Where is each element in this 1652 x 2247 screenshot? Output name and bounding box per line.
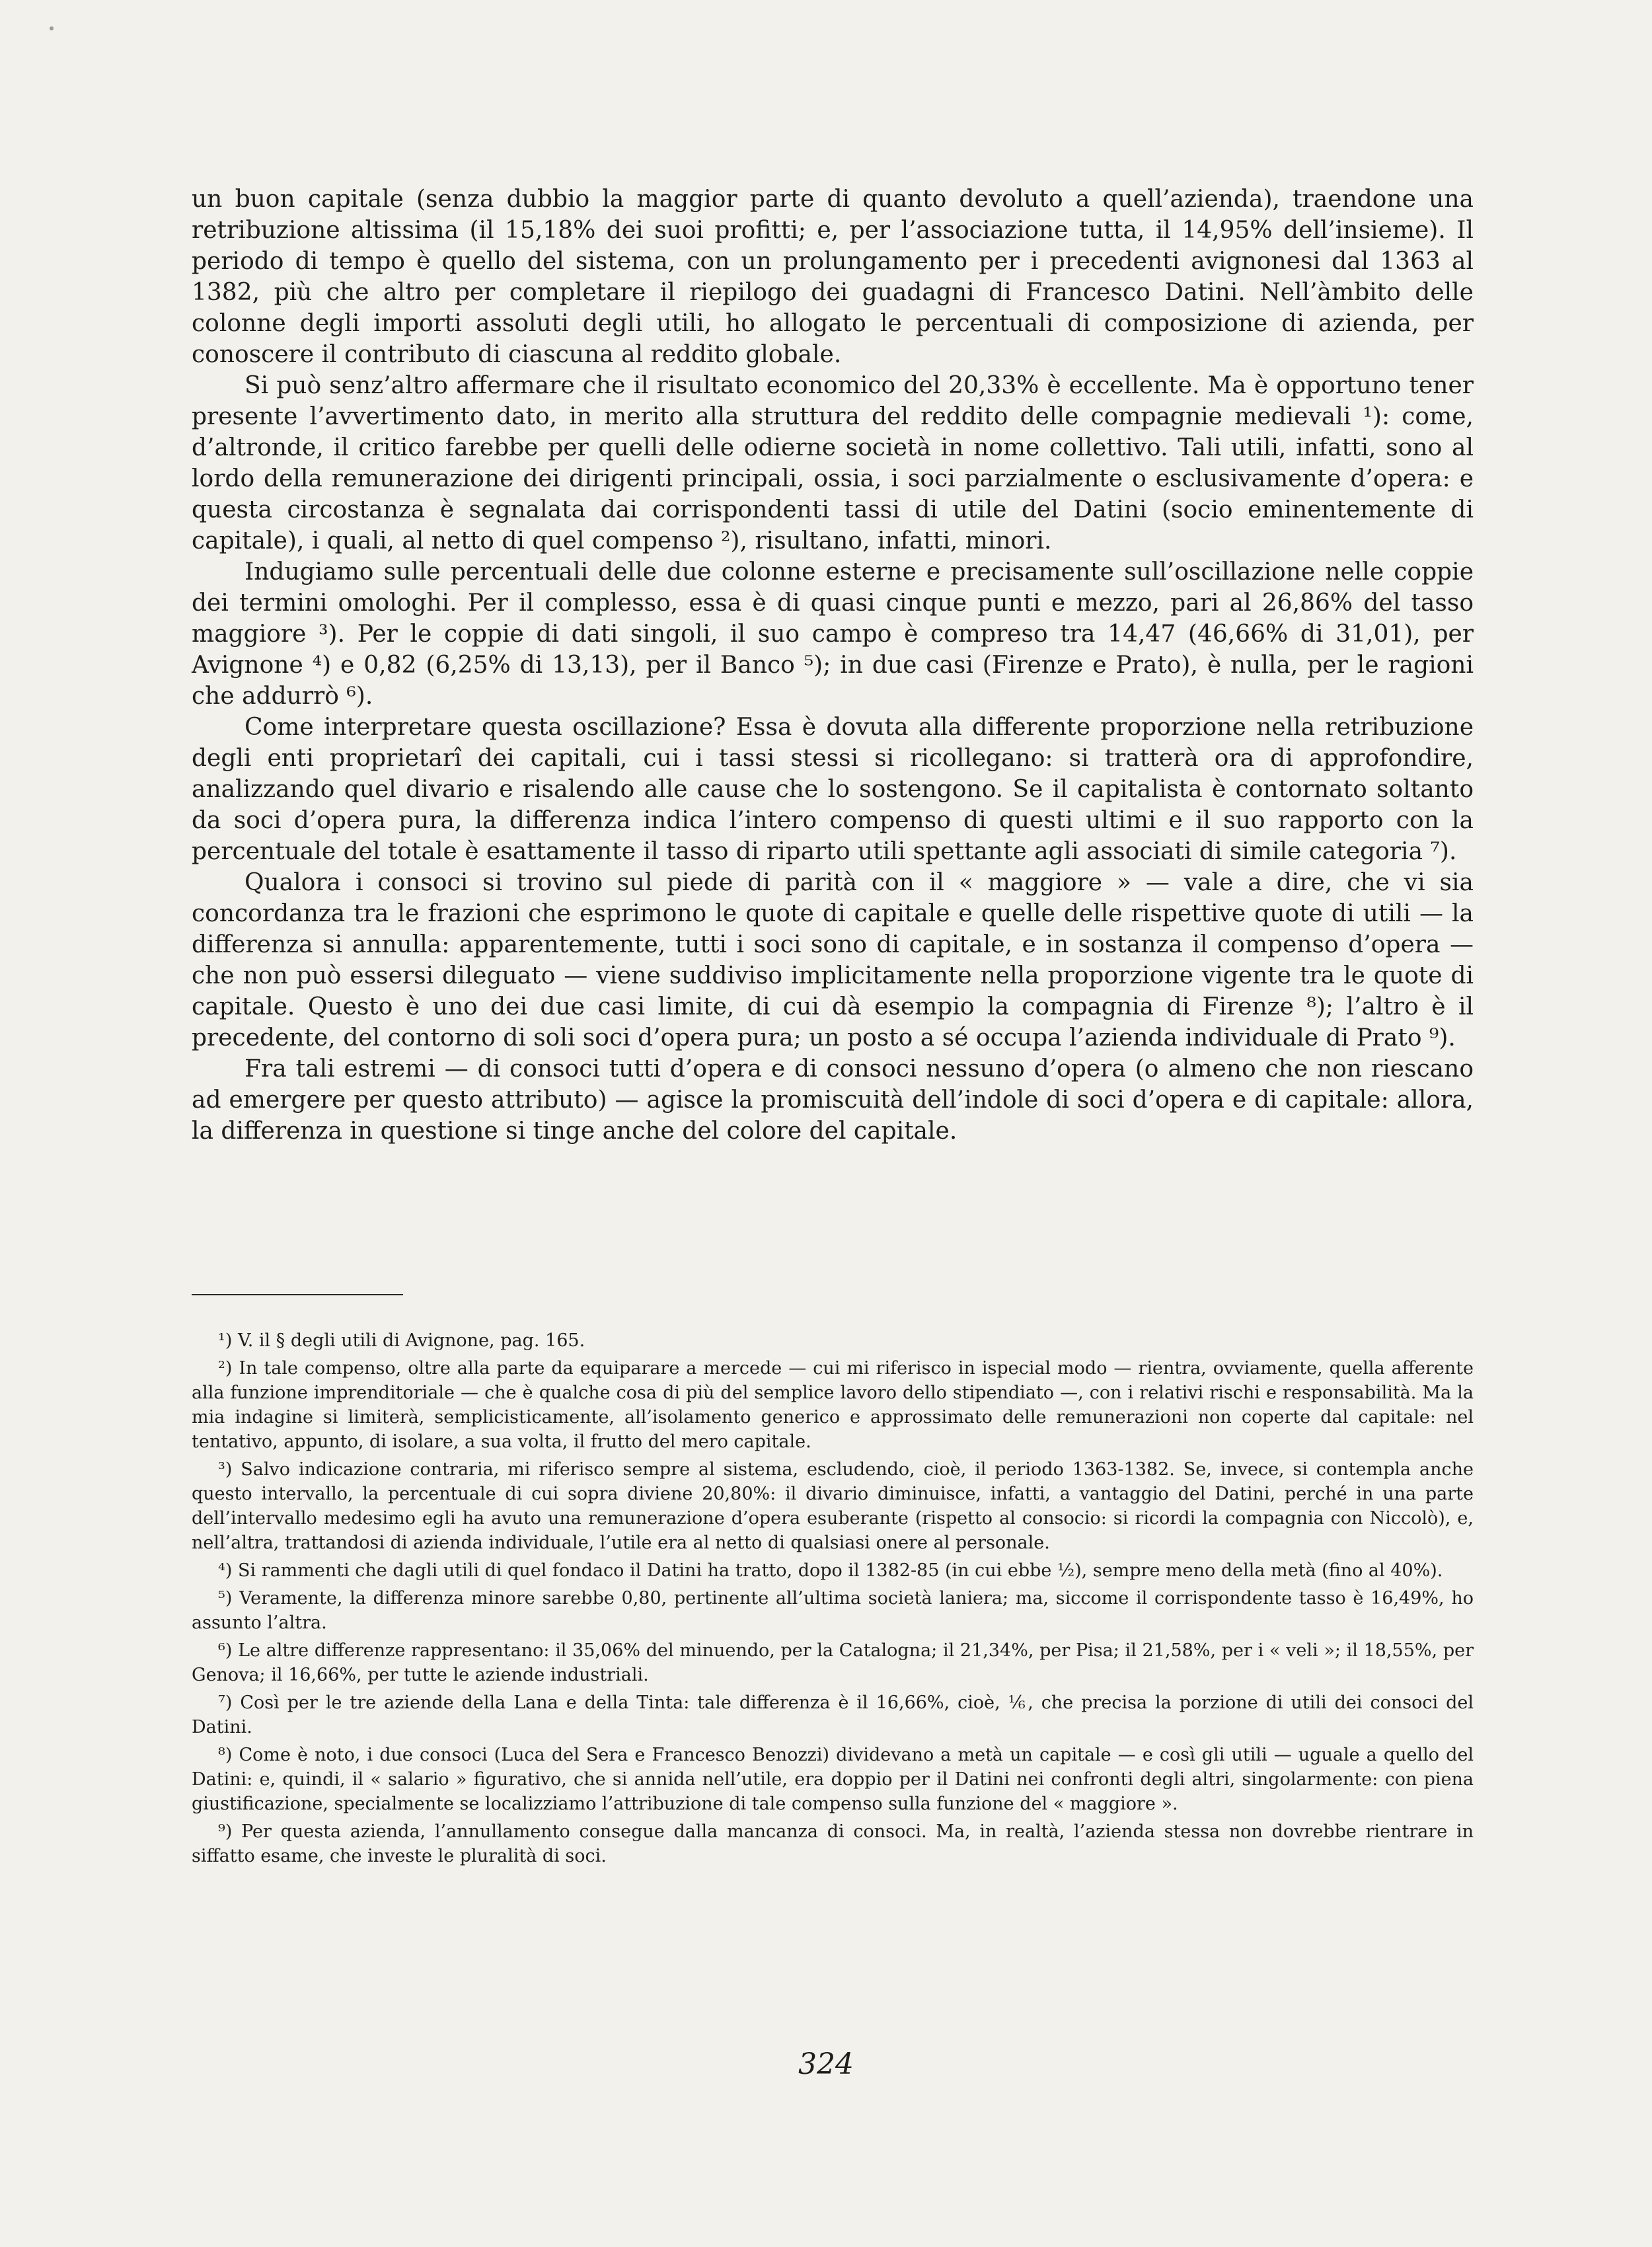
footnote-number: ¹) bbox=[218, 1330, 233, 1351]
footnote bbox=[192, 1638, 1474, 1687]
footnote-text: Come è noto, i due consoci (Luca del Sera e Francesco Benozzi) dividevano a metà un capitale — e così gli utili — uguale a quello del Datini: e, quindi, il « salario » figurativo, che si annida nell’utile, era doppio per il Datini nei confronti degli altri, singolarmente: con piena giustificazione, specialmente se localizziamo l’attribuzione di tale compenso sulla funzione del « maggiore ». bbox=[192, 1745, 1474, 1814]
footnote-divider bbox=[192, 1294, 403, 1295]
page-number: 324 bbox=[798, 2047, 854, 2081]
main-text bbox=[192, 184, 1474, 1147]
paragraph: Indugiamo sulle percentuali delle due colonne esterne e precisamente sull’oscillazione nelle coppie dei termini omologhi. Per il complesso, essa è di quasi cinque punti e mezzo, pari al 26,86% del tasso maggiore ³). Per le coppie di dati singoli, il suo campo è compreso tra 14,47 (46,66% di 31,01), per Avignone ⁴) e 0,82 (6,25% di 13,13), per il Banco ⁵); in due casi (Firenze e Prato), è nulla, per le ragioni che addurrò ⁶). bbox=[192, 558, 1474, 710]
footnote-number: ⁴) bbox=[218, 1560, 233, 1581]
footnote bbox=[192, 1691, 1474, 1739]
footnote-number: ²) bbox=[218, 1358, 233, 1379]
footnote-number: ⁸) bbox=[218, 1745, 233, 1765]
footnote-text: Si rammenti che dagli utili di quel fondaco il Datini ha tratto, dopo il 1382-85 (in cui ebbe ½), sempre meno della metà (fino al 40%). bbox=[237, 1560, 1443, 1581]
footnote-number: ³) bbox=[218, 1459, 233, 1480]
footnote bbox=[192, 1356, 1474, 1454]
footnote-text: Salvo indicazione contraria, mi riferisco sempre al sistema, escludendo, cioè, il periodo 1363-1382. Se, invece, si contempla anche questo intervallo, la percentuale di cui sopra diviene 20,80%: il divario diminuisce, infatti, a vantaggio del Datini, perché in una parte dell’intervallo medesimo egli ha avuto una remunerazione d’opera esuberante (rispetto al consocio: si ricordi la compagnia con Niccolò), e, nell’altra, trattandosi di azienda individuale, l’utile era al netto di qualsiasi onere al personale. bbox=[192, 1459, 1474, 1553]
footnote bbox=[192, 1586, 1474, 1635]
paper-speck bbox=[50, 26, 54, 30]
footnote-text: Veramente, la differenza minore sarebbe 0,80, pertinente all’ultima società laniera; ma, siccome il corrispondente tasso è 16,49%, ho assunto l’altra. bbox=[192, 1588, 1474, 1633]
footnote-text: Per questa azienda, l’annullamento consegue dalla mancanza di consoci. Ma, in realtà, l’azienda stessa non dovrebbe rientrare in siffatto esame, che investe le pluralità di soci. bbox=[192, 1821, 1474, 1866]
footnote-text: In tale compenso, oltre alla parte da equiparare a mercede — cui mi riferisco in ispecial modo — rientra, ovviamente, quella afferente alla funzione imprenditoriale — che è qualche cosa di più del semplice lavoro dello stipendiato —, con i relativi rischi e responsabilità. Ma la mia indagine si limiterà, semplicisticamente, all’isolamento generico e approssimato delle remunerazioni non coperte dal capitale: nel tentativo, appunto, di isolare, a sua volta, il frutto del mero capitale. bbox=[192, 1358, 1474, 1452]
footnote-text: Le altre differenze rappresentano: il 35,06% del minuendo, per la Catalogna; il 21,34%, per Pisa; il 21,58%, per i « veli »; il 18,55%, per Genova; il 16,66%, per tutte le aziende industriali. bbox=[192, 1640, 1474, 1685]
footnote-number: ⁷) bbox=[218, 1693, 233, 1713]
footnote bbox=[192, 1328, 1474, 1353]
footnote bbox=[192, 1457, 1474, 1555]
footnote bbox=[192, 1743, 1474, 1816]
footnote-number: ⁵) bbox=[218, 1588, 233, 1609]
footnote-number: ⁶) bbox=[218, 1640, 233, 1661]
footnote-text: V. il § degli utili di Avignone, pag. 165. bbox=[237, 1330, 585, 1351]
paragraph: Qualora i consoci si trovino sul piede di parità con il « maggiore » — vale a dire, che vi sia concordanza tra le frazioni che esprimono le quote di capitale e quelle delle rispettive quote di utili — la differenza si annulla: apparentemente, tutti i soci sono di capitale, e in sostanza il compenso d’opera — che non può essersi dileguato — viene suddiviso implicitamente nella proporzione vigente tra le quote di capitale. Questo è uno dei due casi limite, di cui dà esempio la compagnia di Firenze ⁸); l’altro è il precedente, del contorno di soli soci d’opera pura; un posto a sé occupa l’azienda individuale di Prato ⁹). bbox=[192, 869, 1474, 1051]
paragraph: Si può senz’altro affermare che il risultato economico del 20,33% è eccellente. Ma è opportuno tener presente l’avvertimento dato, in merito alla struttura del reddito delle compagnie medievali ¹): come, d’altronde, il critico farebbe per quelli delle odierne società in nome collettivo. Tali utili, infatti, sono al lordo della remunerazione dei dirigenti principali, ossia, i soci parzialmente o esclusivamente d’opera: e questa circostanza è segnalata dai corrispondenti tassi di utile del Datini (socio eminentemente di capitale), i quali, al netto di quel compenso ²), risultano, infatti, minori. bbox=[192, 372, 1474, 554]
footnote bbox=[192, 1558, 1474, 1583]
paragraph: un buon capitale (senza dubbio la maggior parte di quanto devoluto a quell’azienda), traendone una retribuzione altissima (il 15,18% dei suoi profitti; e, per l’associazione tutta, il 14,95% dell’insieme). Il periodo di tempo è quello del sistema, con un prolungamento per i precedenti avignonesi dal 1363 al 1382, più che altro per completare il riepilogo dei guadagni di Francesco Datini. Nell’àmbito delle colonne degli importi assoluti degli utili, ho allogato le percentuali di composizione di azienda, per conoscere il contributo di ciascuna al reddito globale. bbox=[192, 186, 1474, 368]
footnote-number: ⁹) bbox=[218, 1821, 233, 1842]
footnotes bbox=[192, 1328, 1474, 1872]
paragraph: Fra tali estremi — di consoci tutti d’opera e di consoci nessuno d’opera (o almeno che non riescano ad emergere per questo attributo) — agisce la promiscuità dell’indole di soci d’opera e di capitale: allora, la differenza in questione si tinge anche del colore del capitale. bbox=[192, 1055, 1474, 1145]
footnote-text: Così per le tre aziende della Lana e della Tinta: tale differenza è il 16,66%, cioè, ⅙, che precisa la porzione di utili dei consoci del Datini. bbox=[192, 1693, 1474, 1737]
paragraph: Come interpretare questa oscillazione? Essa è dovuta alla differente proporzione nella retribuzione degli enti proprietarî dei capitali, cui i tassi stessi si ricollegano: si tratterà ora di approfondire, analizzando quel divario e risalendo alle cause che lo sostengono. Se il capitalista è contornato soltanto da soci d’opera pura, la differenza indica l’intero compenso di questi ultimi e il suo rapporto con la percentuale del totale è esattamente il tasso di riparto utili spettante agli associati di simile categoria ⁷). bbox=[192, 714, 1474, 865]
footnote bbox=[192, 1819, 1474, 1868]
